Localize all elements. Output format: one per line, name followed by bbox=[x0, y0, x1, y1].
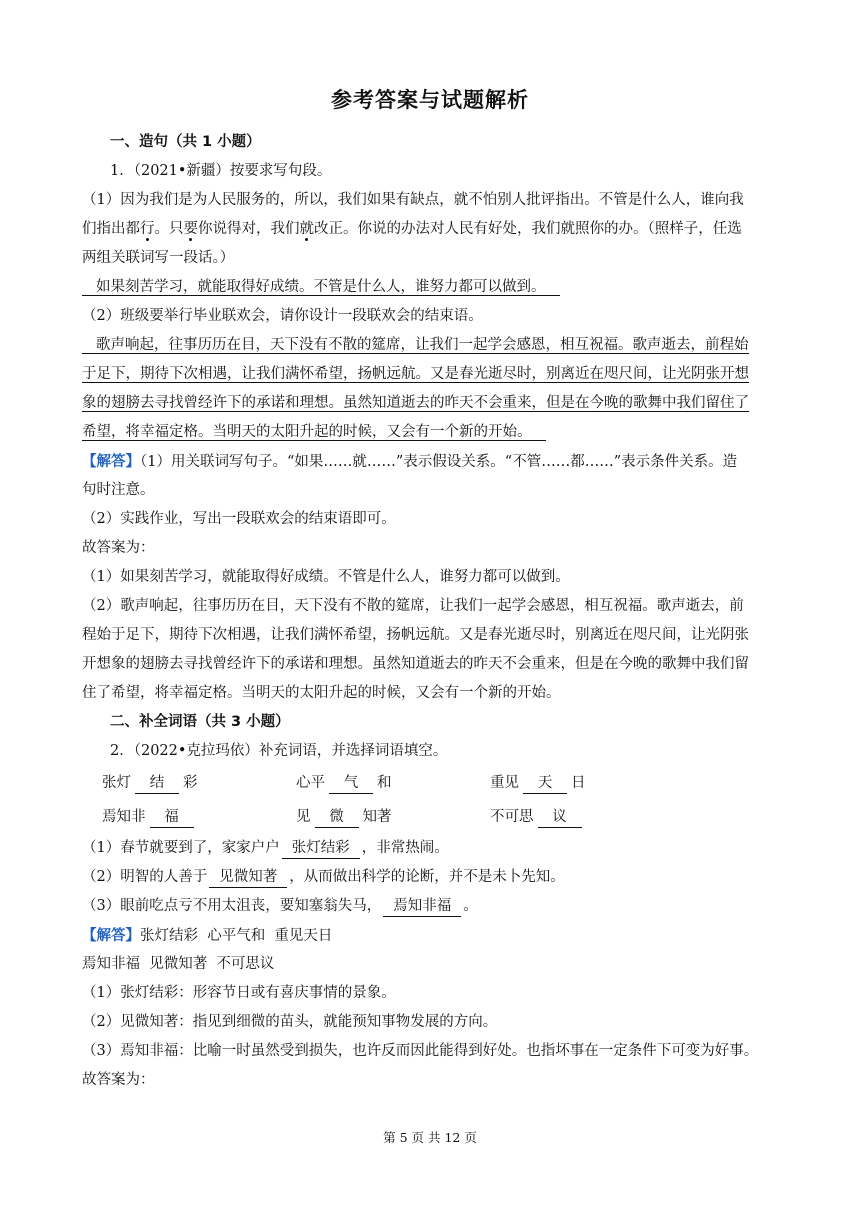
page-title: 参考答案与试题解析 bbox=[331, 88, 529, 112]
word-row-2 bbox=[82, 800, 782, 834]
word-item: 焉知非 福 bbox=[102, 800, 296, 834]
word-blank: 气 bbox=[329, 773, 373, 794]
fill-sentence-1: （1）春节就要到了，家家户户 张灯结彩 ，非常热闹。 bbox=[82, 834, 782, 863]
word-blank: 福 bbox=[150, 807, 194, 828]
answer-line-2b: 于足下，期待下次相遇，让我们满怀希望，扬帆远航。又是春光逝尽时，别离近在咫尺间，让光阴张开想 bbox=[82, 366, 749, 382]
question-1-part-1: （1）因为我们是为人民服务的，所以，我们如果有缺点，就不怕别人批评指出。不管是什么人，谁向我 bbox=[82, 192, 744, 208]
emphasis-dot: 行 bbox=[140, 221, 155, 237]
explanation-3: （3）焉知非福：比喻一时虽然受到损失，也许反而因此能得到好处。也指坏事在一定条件下可变为好事。 bbox=[82, 1043, 759, 1059]
word-item: 不可思 议 bbox=[490, 800, 684, 834]
fill-blank: 张灯结彩 bbox=[282, 838, 360, 859]
emphasis-dot: 就 bbox=[299, 221, 314, 237]
word-blank: 议 bbox=[538, 807, 582, 828]
final-answer-2b: 程始于足下，期待下次相遇，让我们满怀希望，扬帆远航。又是春光逝尽时，别离近在咫尺间，让光阴张 bbox=[82, 627, 749, 643]
final-answer-2d: 住了希望，将幸福定格。当明天的太阳升起的时候，又会有一个新的开始。 bbox=[82, 685, 561, 701]
word-item: 见 微 知著 bbox=[296, 800, 490, 834]
section-heading-2: 二、补全词语（共 3 小题） bbox=[110, 714, 290, 730]
word-blank: 天 bbox=[523, 773, 567, 794]
answer-line-2d: 希望，将幸福定格。当明天的太阳升起的时候，又会有一个新的开始。 bbox=[82, 418, 782, 447]
solution-2-line-2: 焉知非福 见微知著 不可思议 bbox=[82, 956, 275, 972]
question-1-part-1-end: 两组关联词写一段话。） bbox=[82, 250, 235, 266]
solution-tag: 【解答】 bbox=[82, 927, 140, 944]
answer-line-1: 如果刻苦学习，就能取得好成绩。不管是什么人，谁努力都可以做到。 bbox=[82, 273, 782, 302]
answer-line-2c: 象的翅膀去寻找曾经许下的承诺和理想。虽然知道逝去的昨天不会重来，但是在今晚的歌舞中我们留住了 bbox=[82, 395, 749, 411]
word-item: 张灯 结 彩 bbox=[102, 766, 296, 800]
fill-sentence-3: （3）眼前吃点亏不用太沮丧，要知塞翁失马， 焉知非福 。 bbox=[82, 892, 782, 921]
section-heading-1: 一、造句（共 1 小题） bbox=[110, 134, 261, 150]
solution-2: 【解答】张灯结彩 心平气和 重见天日 bbox=[82, 927, 333, 944]
answer-label: 故答案为： bbox=[82, 540, 155, 556]
solution-1: 【解答】（1）用关联词写句子。“如果……就……”表示假设关系。“不管……都……”表示条件关系。造 bbox=[82, 453, 738, 470]
solution-1-part-2: （2）实践作业，写出一段联欢会的结束语即可。 bbox=[82, 511, 396, 527]
word-row-1 bbox=[82, 766, 782, 800]
question-1-part-2: （2）班级要举行毕业联欢会，请你设计一段联欢会的结束语。 bbox=[82, 308, 483, 324]
page-footer: 第 5 页 共 12 页 bbox=[383, 1130, 477, 1145]
explanation-1: （1）张灯结彩：形容节日或有喜庆事情的景象。 bbox=[82, 985, 396, 1001]
word-blank: 结 bbox=[135, 773, 179, 794]
final-answer-2c: 开想象的翅膀去寻找曾经许下的承诺和理想。虽然知道逝去的昨天不会重来，但是在今晚的歌舞中我们留 bbox=[82, 656, 749, 672]
final-answer-1: （1）如果刻苦学习，就能取得好成绩。不管是什么人，谁努力都可以做到。 bbox=[82, 569, 570, 585]
fill-sentence-2: （2）明智的人善于 见微知著 ，从而做出科学的论断，并不是未卜先知。 bbox=[82, 863, 782, 892]
answer-line-2a: 歌声响起，往事历历在目，天下没有不散的筵席，让我们一起学会感恩，相互祝福。歌声逝去，前程始 bbox=[82, 331, 782, 360]
answer-label-2: 故答案为： bbox=[82, 1072, 155, 1088]
fill-blank: 见微知著 bbox=[209, 867, 287, 888]
word-item: 重见 天 日 bbox=[490, 766, 684, 800]
explanation-2: （2）见微知著：指见到细微的苗头，就能预知事物发展的方向。 bbox=[82, 1014, 498, 1030]
solution-1-cont: 句时注意。 bbox=[82, 482, 155, 498]
question-1-stem: 1．（2021•新疆）按要求写句段。 bbox=[110, 163, 332, 179]
question-2-stem: 2．（2022•克拉玛依）补充词语，并选择词语填空。 bbox=[110, 743, 448, 759]
fill-blank: 焉知非福 bbox=[383, 896, 461, 917]
solution-tag: 【解答】 bbox=[82, 453, 140, 470]
emphasis-dot: 要 bbox=[183, 221, 198, 237]
word-item: 心平 气 和 bbox=[296, 766, 490, 800]
word-blank: 微 bbox=[315, 807, 359, 828]
document-body bbox=[82, 128, 782, 1095]
final-answer-2a: （2）歌声响起，往事历历在目，天下没有不散的筵席，让我们一起学会感恩，相互祝福。歌声逝去，前 bbox=[82, 598, 744, 614]
question-1-part-1-cont: 们指出都行。只要你说得对，我们就改正。你说的办法对人民有好处，我们就照你的办。（照样子，任选 bbox=[82, 221, 742, 237]
